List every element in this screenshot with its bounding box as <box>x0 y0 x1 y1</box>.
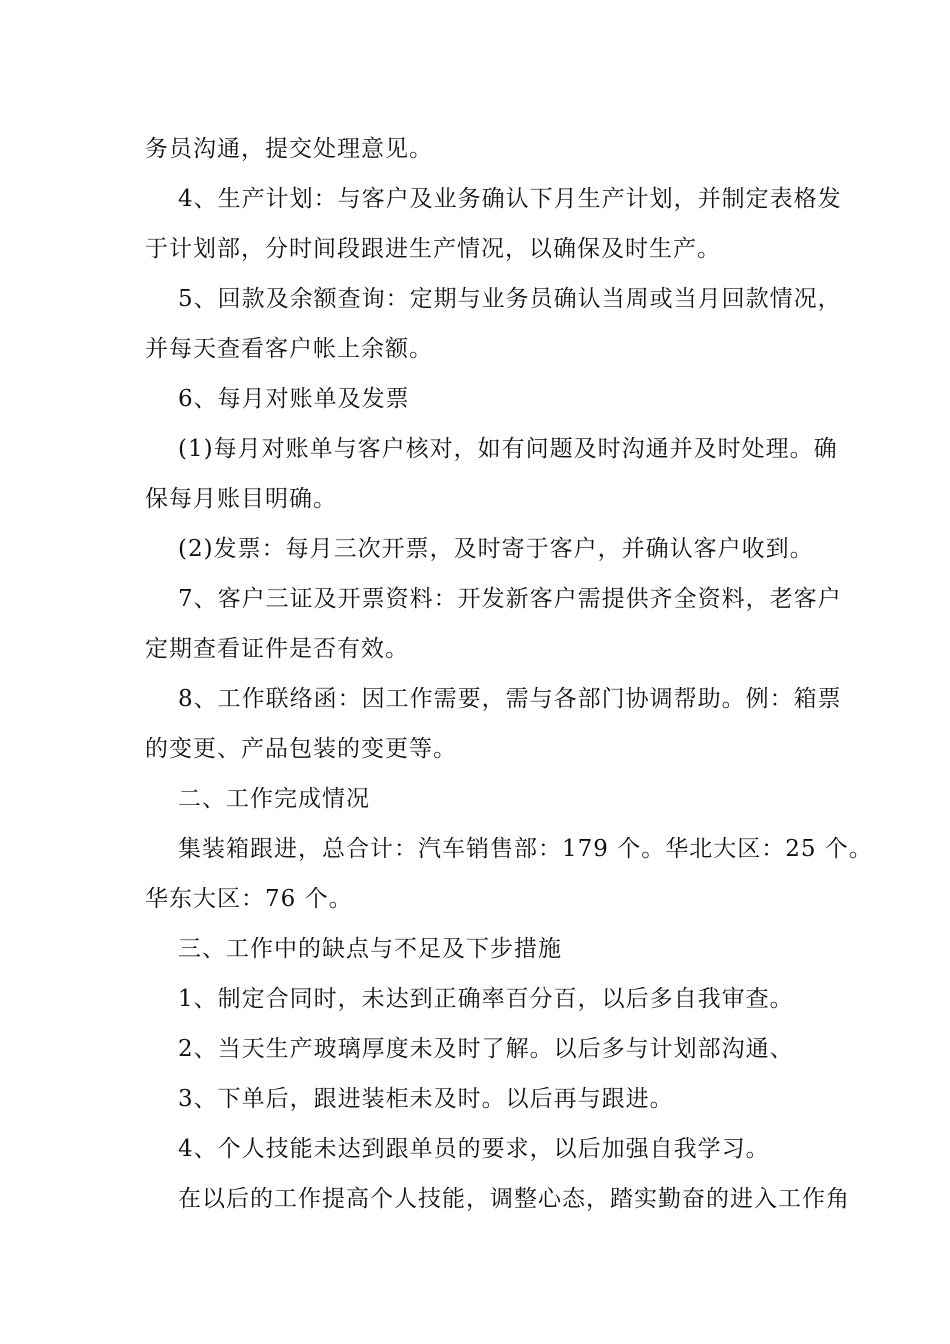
text-line: 保每月账目明确。 <box>145 486 337 512</box>
text-line: 定期查看证件是否有效。 <box>145 636 409 662</box>
text-line: 在以后的工作提高个人技能，调整心态，踏实勤奋的进入工作角 <box>178 1186 850 1212</box>
text-line: 4、个人技能未达到跟单员的要求，以后加强自我学习。 <box>178 1136 770 1162</box>
text-line: (2)发票：每月三次开票，及时寄于客户，并确认客户收到。 <box>178 536 814 562</box>
text-line: 于计划部，分时间段跟进生产情况，以确保及时生产。 <box>145 236 721 262</box>
text-line: 务员沟通，提交处理意见。 <box>145 136 433 162</box>
text-line: 1、制定合同时，未达到正确率百分百，以后多自我审查。 <box>178 986 794 1012</box>
text-line: 5、回款及余额查询：定期与业务员确认当周或当月回款情况， <box>178 286 842 312</box>
text-line: 7、客户三证及开票资料：开发新客户需提供齐全资料，老客户 <box>178 586 842 612</box>
text-line: (1)每月对账单与客户核对，如有问题及时沟通并及时处理。确 <box>178 436 838 462</box>
section-heading: 三、工作中的缺点与不足及下步措施 <box>178 936 562 962</box>
text-line: 的变更、产品包装的变更等。 <box>145 736 457 762</box>
text-line: 并每天查看客户帐上余额。 <box>145 336 433 362</box>
text-line: 集装箱跟进，总合计：汽车销售部：179 个。华北大区：25 个。 <box>178 836 873 862</box>
text-line: 6、每月对账单及发票 <box>178 386 410 412</box>
text-line: 8、工作联络函：因工作需要，需与各部门协调帮助。例：箱票 <box>178 686 842 712</box>
text-line: 华东大区：76 个。 <box>145 886 353 912</box>
section-heading: 二、工作完成情况 <box>178 786 370 812</box>
text-line: 4、生产计划：与客户及业务确认下月生产计划，并制定表格发 <box>178 186 842 212</box>
text-line: 3、下单后，跟进装柜未及时。以后再与跟进。 <box>178 1086 674 1112</box>
text-line: 2、当天生产玻璃厚度未及时了解。以后多与计划部沟通、 <box>178 1036 794 1062</box>
